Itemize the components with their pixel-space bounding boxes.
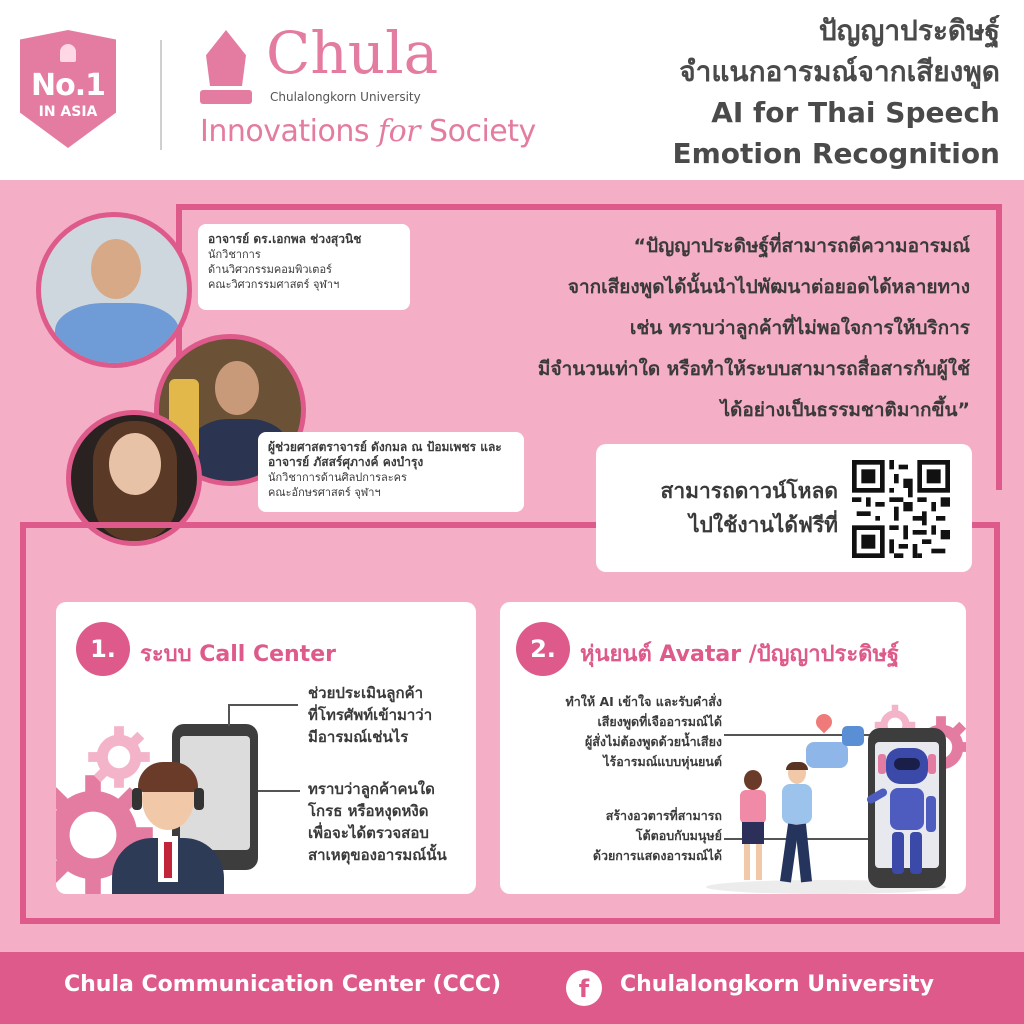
- speaker-role: คณะอักษรศาสตร์ จุฬาฯ: [268, 486, 381, 499]
- text-line: ช่วยประเมินลูกค้า: [308, 684, 424, 702]
- speaker-name: อาจารย์ ดร.เอกพล ช่วงสุวนิช: [208, 232, 362, 246]
- speaker-card-2: [258, 432, 524, 512]
- text-line: สาเหตุของอารมณ์นั้น: [308, 846, 447, 864]
- tagline-prefix: Innovations: [200, 114, 378, 149]
- man-figure-icon: [776, 762, 818, 886]
- call-center-operator-icon: [104, 758, 234, 894]
- text-line: มีอารมณ์เช่นไร: [308, 728, 409, 746]
- title-line: Emotion Recognition: [672, 137, 1000, 170]
- qr-code-icon[interactable]: [852, 460, 950, 558]
- badge-no1: No.1: [31, 68, 105, 103]
- quote-line: มีจำนวนเท่าใด หรือทำให้ระบบสามารถสื่อสารกับผู้ใช้: [537, 358, 970, 380]
- use-case-text-1: [308, 682, 432, 748]
- text-line: เพื่อจะได้ตรวจสอบ: [308, 824, 429, 842]
- brand-subtitle: Chulalongkorn University: [270, 90, 421, 104]
- portrait-photo-1: [36, 212, 192, 368]
- quote-line: ได้อย่างเป็นธรรมชาติมากขึ้น”: [720, 399, 970, 421]
- title-line: AI for Thai Speech: [711, 96, 1000, 129]
- use-case-title: ระบบ Call Center: [140, 642, 336, 667]
- use-case-title: หุ่นยนต์ Avatar /ปัญญาประดิษฐ์: [580, 642, 900, 667]
- text-line: ไร้อารมณ์แบบหุ่นยนต์: [603, 754, 722, 769]
- phone-call-bubble-icon: [842, 726, 864, 746]
- divider: [160, 40, 162, 150]
- quote-line: จากเสียงพูดได้นั้นนำไปพัฒนาต่อยอดได้หลายทาง: [567, 276, 970, 298]
- crest-emblem-icon: [60, 44, 76, 62]
- text-line: ที่โทรศัพท์เข้ามาว่า: [308, 706, 433, 724]
- tagline-for: for: [378, 114, 421, 149]
- speaker-role: นักวิชาการ: [208, 248, 261, 261]
- use-case-call-center: [56, 602, 476, 894]
- text-line: โต้ตอบกับมนุษย์: [635, 828, 722, 843]
- no1-in-asia-badge: [20, 30, 116, 148]
- innovations-tagline: [200, 114, 536, 149]
- footer-ccc-text: Chula Communication Center (CCC): [64, 972, 502, 997]
- page-title: [560, 10, 1000, 174]
- text-line: สร้างอวตารที่สามารถ: [605, 808, 722, 823]
- tagline-suffix: Society: [420, 114, 536, 149]
- location-pin-icon: [813, 711, 836, 734]
- use-case-text-1: [508, 692, 722, 772]
- speaker-role: ด้านวิศวกรรมคอมพิวเตอร์: [208, 263, 332, 276]
- use-case-text-2: [508, 806, 722, 866]
- facebook-icon[interactable]: f: [566, 970, 602, 1006]
- footer-facebook-page[interactable]: Chulalongkorn University: [620, 972, 934, 997]
- quote: [370, 226, 970, 431]
- download-line: สามารถดาวน์โหลด: [660, 479, 838, 503]
- download-box: [596, 444, 972, 572]
- speaker-name: ผู้ช่วยศาสตราจารย์ ดังกมล ณ ป้อมเพชร และ: [268, 440, 502, 454]
- quote-line: เช่น ทราบว่าลูกค้าที่ไม่พอใจการให้บริการ: [629, 317, 970, 339]
- text-line: ผู้สั่งไม่ต้องพูดด้วยน้ำเสียง: [584, 734, 722, 749]
- header: [0, 0, 1024, 180]
- woman-figure-icon: [734, 770, 774, 882]
- text-line: โกรธ หรือหงุดหงิด: [308, 802, 429, 820]
- speaker-name: อาจารย์ ภัสสร์ศุภางค์ คงบำรุง: [268, 455, 424, 469]
- robot-icon: [852, 742, 962, 882]
- title-line: ปัญญาประดิษฐ์: [818, 14, 1000, 47]
- quote-line: “ปัญญาประดิษฐ์ที่สามารถตีความอารมณ์: [633, 235, 970, 257]
- chula-crest-icon: [200, 30, 252, 106]
- brand-name: Chula: [266, 19, 439, 87]
- text-line: ด้วยการแสดงอารมณ์ได้: [592, 848, 722, 863]
- footer: [0, 952, 1024, 1024]
- title-line: จำแนกอารมณ์จากเสียงพูด: [679, 55, 1000, 88]
- use-case-text-2: [308, 778, 447, 866]
- text-line: ทราบว่าลูกค้าคนใด: [308, 780, 435, 798]
- number-badge: 2.: [516, 622, 570, 676]
- speaker-role: คณะวิศวกรรมศาสตร์ จุฬาฯ: [208, 278, 340, 291]
- download-text: [608, 474, 838, 542]
- badge-asia: IN ASIA: [38, 104, 98, 120]
- speaker-card-1: [198, 224, 410, 310]
- download-line: ไปใช้งานได้ฟรีที่: [689, 513, 838, 537]
- speaker-role: นักวิชาการด้านศิลปการละคร: [268, 471, 407, 484]
- text-line: ทำให้ AI เข้าใจ และรับคำสั่ง: [565, 694, 722, 709]
- use-case-avatar: [500, 602, 966, 894]
- number-badge: 1.: [76, 622, 130, 676]
- text-line: เสียงพูดที่เจืออารมณ์ได้: [597, 714, 722, 729]
